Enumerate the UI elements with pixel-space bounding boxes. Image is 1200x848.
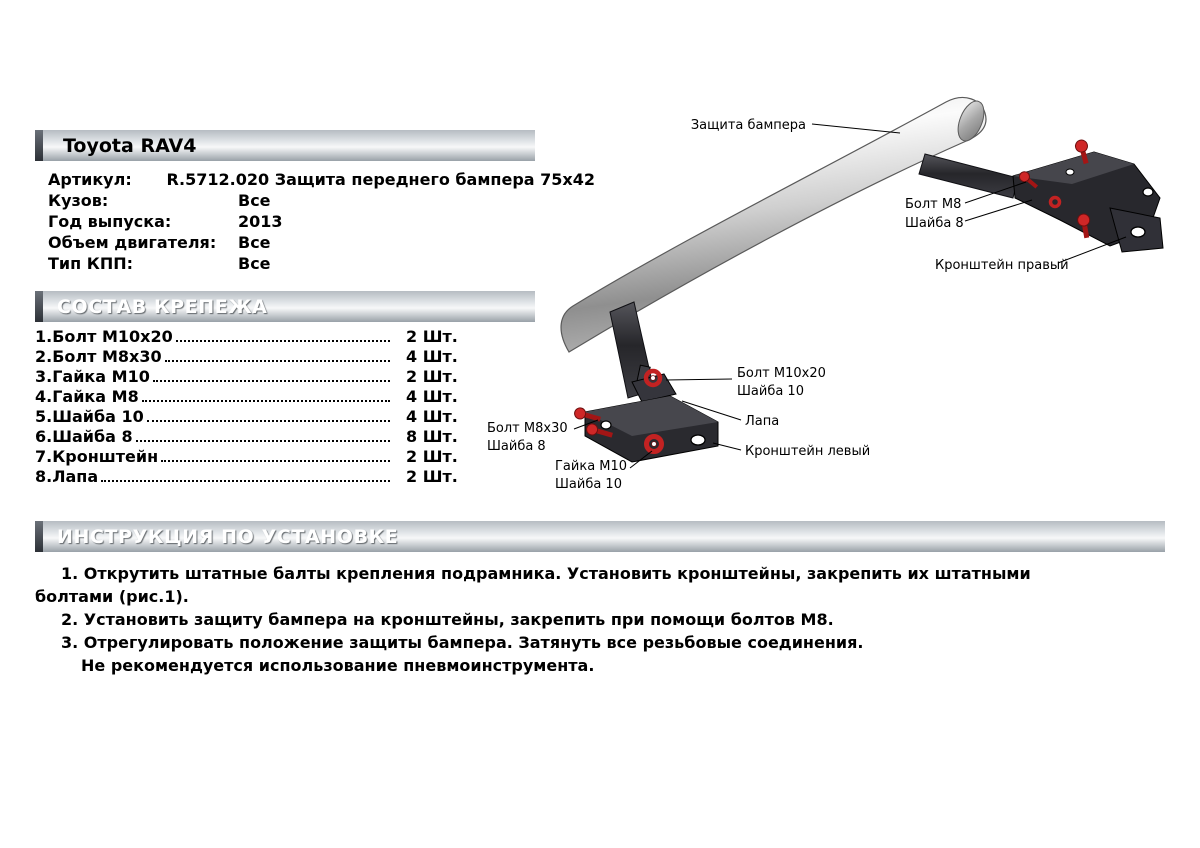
diagram-label-bolt-m8x30: Болт М8х30 [487, 421, 568, 436]
instructions-left-cap [35, 521, 43, 552]
diagram-label-bolt-m8: Болт М8 [905, 197, 962, 212]
part-name: 7.Кронштейн [35, 447, 159, 466]
spec-label: Объем двигателя: [48, 233, 217, 252]
part-qty: 8 Шт. [406, 427, 458, 446]
part-qty: 2 Шт. [406, 367, 458, 386]
part-qty: 2 Шт. [406, 467, 458, 486]
part-name: 8.Лапа [35, 467, 99, 486]
hardware-left-cap [35, 291, 43, 322]
dot-leader [153, 380, 390, 382]
hardware-row [35, 447, 468, 467]
dot-leader [165, 360, 390, 362]
part-name: 3.Гайка М10 [35, 367, 150, 386]
diagram-label-bolt-m10x20: Болт М10х20 [737, 366, 826, 381]
part-name: 5.Шайба 10 [35, 407, 144, 426]
part-name: 2.Болт М8х30 [35, 347, 162, 366]
assembly-diagram [470, 80, 1170, 520]
part-qty: 4 Шт. [406, 387, 458, 406]
spec-label: Год выпуска: [48, 212, 172, 231]
washer-hole [651, 376, 656, 381]
hardware-row [35, 367, 468, 387]
spec-label: Тип КПП: [48, 254, 134, 273]
part-name: 1.Болт М10х20 [35, 327, 173, 346]
left-bracket-hole [691, 435, 705, 445]
model-header-bar [35, 130, 535, 161]
hardware-section-bar [35, 291, 535, 322]
hardware-row [35, 387, 468, 407]
part-qty: 4 Шт. [406, 347, 458, 366]
right-bracket-hole [1066, 169, 1074, 175]
diagram-label-guard: Защита бампера [690, 118, 806, 133]
hardware-section-title: СОСТАВ КРЕПЕЖА [57, 295, 268, 318]
instruction-step-2: 2. Установить защиту бампера на кронштейны, закрепить при помощи болтов М8. [61, 610, 834, 629]
instruction-steps [35, 562, 1075, 677]
diagram-label-nut-m10: Гайка М10 [555, 459, 628, 474]
hardware-row [35, 407, 468, 427]
instruction-step-1: 1. Открутить штатные балты крепления подрамника. Установить кронштейны, закрепить их штатными болтами (рис.1). [35, 564, 1031, 606]
dot-leader [101, 480, 390, 482]
spec-value: Все [238, 233, 271, 252]
hardware-row [35, 347, 468, 367]
spec-value: Все [238, 191, 271, 210]
part-qty: 2 Шт. [406, 327, 458, 346]
diagram-label-washer10-bottom: Шайба 10 [555, 477, 622, 492]
dot-leader [136, 440, 390, 442]
model-title: Toyota RAV4 [63, 134, 197, 157]
diagram-label-bracket-left: Кронштейн левый [745, 444, 871, 459]
dot-leader [161, 460, 390, 462]
hardware-row [35, 467, 468, 487]
hardware-row [35, 327, 468, 347]
instructions-section-title: ИНСТРУКЦИЯ ПО УСТАНОВКЕ [57, 525, 399, 548]
spec-label: Кузов: [48, 191, 109, 210]
diagram-label-washer8-right: Шайба 8 [905, 216, 964, 231]
spec-value: Все [238, 254, 271, 273]
right-strap [919, 154, 1018, 198]
hardware-row [35, 427, 468, 447]
spec-label: Артикул: [48, 170, 132, 189]
part-qty: 4 Шт. [406, 407, 458, 426]
spec-value: 2013 [238, 212, 283, 231]
diagram-label-bracket-right: Кронштейн правый [935, 258, 1069, 273]
spec-value: R.5712.020 Защита переднего бампера 75х42 [166, 170, 595, 189]
diagram-label-lapa: Лапа [745, 414, 780, 429]
part-name: 4.Гайка М8 [35, 387, 139, 406]
washer-hole [652, 442, 657, 447]
dot-leader [176, 340, 390, 342]
right-bracket-hole [1131, 227, 1145, 237]
left-bracket-hole [601, 421, 611, 429]
instructions-section-bar [35, 521, 1165, 552]
part-qty: 2 Шт. [406, 447, 458, 466]
right-bracket-hole [1143, 188, 1153, 196]
instruction-note: Не рекомендуется использование пневмоинструмента. [81, 656, 595, 675]
diagram-label-washer10-top: Шайба 10 [737, 384, 804, 399]
part-name: 6.Шайба 8 [35, 427, 133, 446]
header-left-cap [35, 130, 43, 161]
instruction-step-3: 3. Отрегулировать положение защиты бампера. Затянуть все резьбовые соединения. [61, 633, 864, 652]
dot-leader [142, 400, 390, 402]
hardware-list [35, 327, 468, 487]
diagram-label-washer8-left: Шайба 8 [487, 439, 546, 454]
dot-leader [147, 420, 390, 422]
